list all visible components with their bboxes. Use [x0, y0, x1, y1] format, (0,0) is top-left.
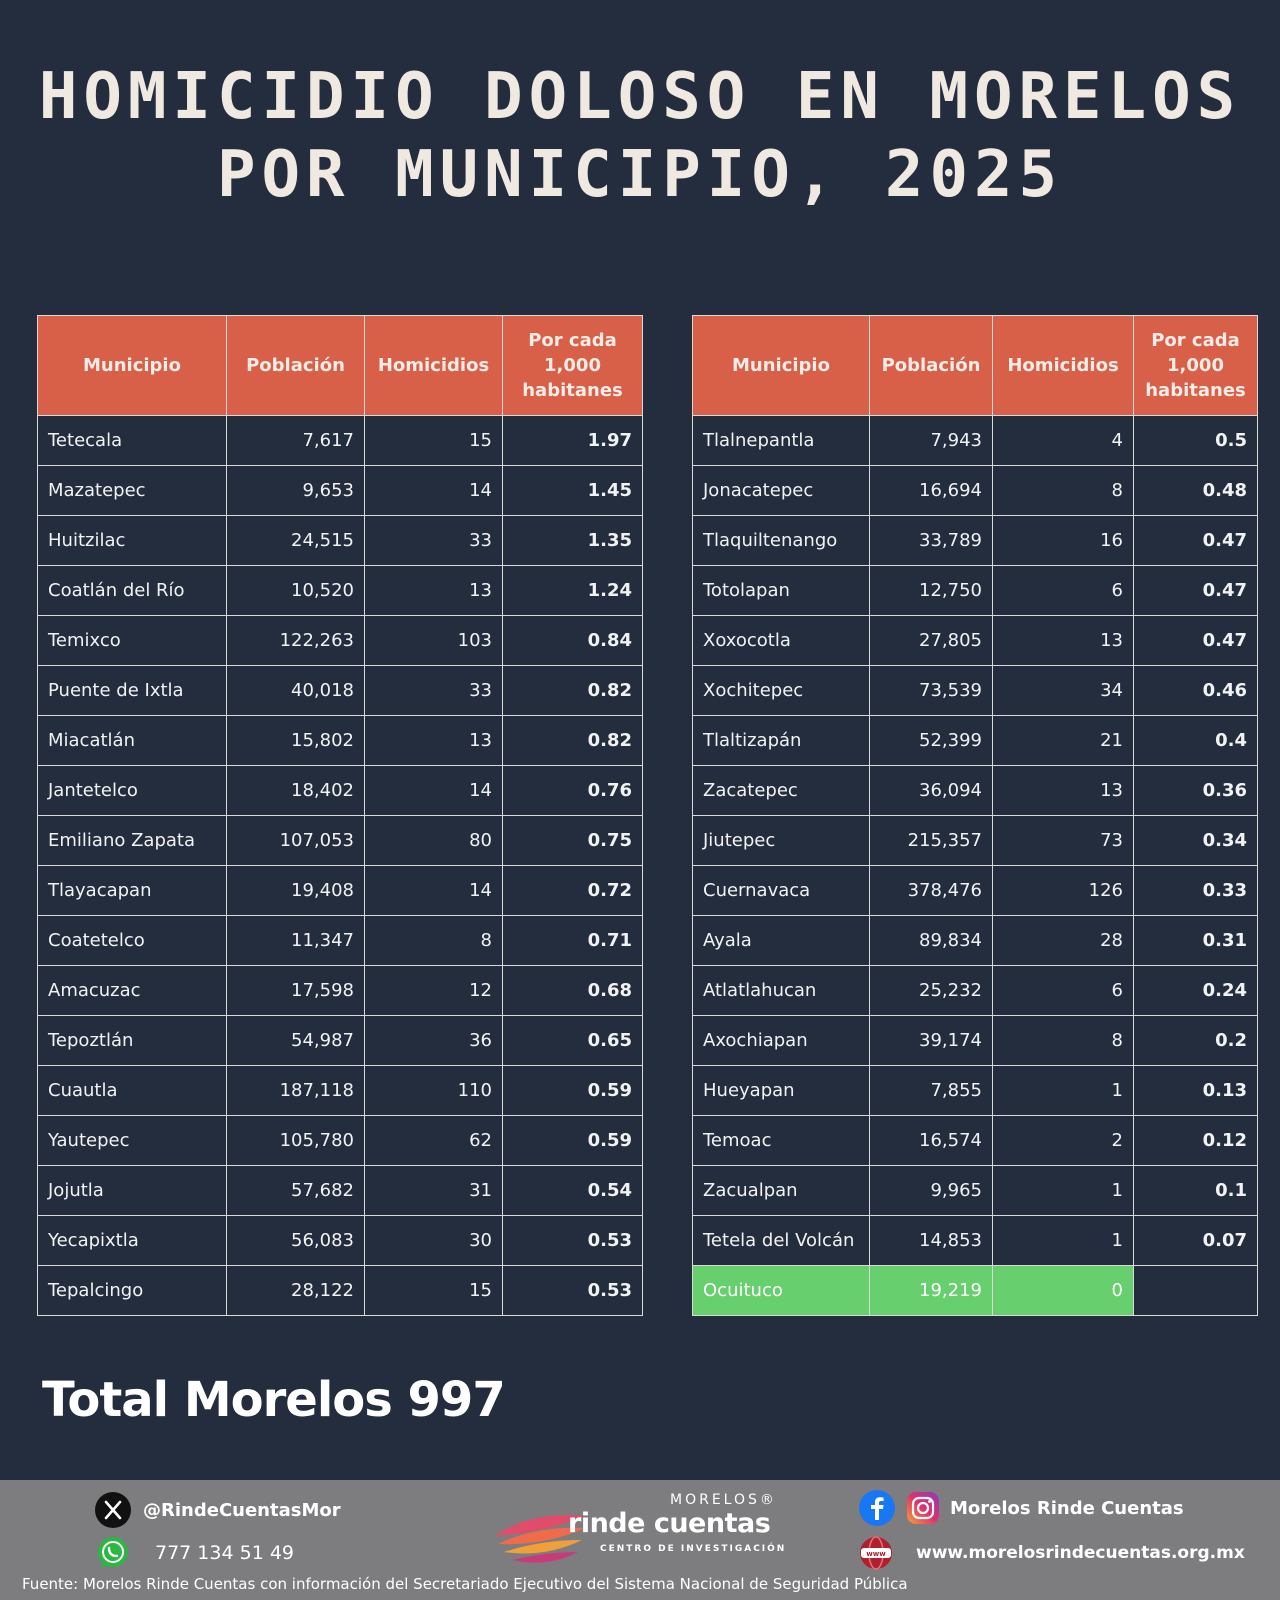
cell-tasa: 0.54: [503, 1166, 643, 1216]
cell-tasa: 0.82: [503, 666, 643, 716]
cell-homicidios: 15: [365, 1266, 503, 1316]
cell-tasa: 0.72: [503, 866, 643, 916]
cell-poblacion: 16,694: [870, 466, 993, 516]
cell-tasa: 0.75: [503, 816, 643, 866]
table-row: [38, 1166, 643, 1216]
cell-municipio: Puente de Ixtla: [38, 666, 227, 716]
table-row: [38, 716, 643, 766]
cell-municipio: Tetecala: [38, 416, 227, 466]
table-row: [693, 1266, 1258, 1316]
table-row: [693, 916, 1258, 966]
cell-homicidios: 12: [365, 966, 503, 1016]
cell-municipio: Zacualpan: [693, 1166, 870, 1216]
table-row: [693, 966, 1258, 1016]
table-row: [38, 1266, 643, 1316]
cell-homicidios: 0: [993, 1266, 1134, 1316]
cell-municipio: Mazatepec: [38, 466, 227, 516]
table-left: [37, 315, 643, 1316]
table-row: [38, 1016, 643, 1066]
cell-poblacion: 10,520: [227, 566, 365, 616]
cell-homicidios: 15: [365, 416, 503, 466]
cell-tasa: 0.46: [1134, 666, 1258, 716]
table-row: [693, 1166, 1258, 1216]
cell-municipio: Xoxocotla: [693, 616, 870, 666]
cell-poblacion: 378,476: [870, 866, 993, 916]
table-row: [38, 1066, 643, 1116]
cell-municipio: Tlayacapan: [38, 866, 227, 916]
cell-poblacion: 54,987: [227, 1016, 365, 1066]
table-row: [38, 966, 643, 1016]
cell-tasa: 0.13: [1134, 1066, 1258, 1116]
cell-homicidios: 14: [365, 466, 503, 516]
cell-tasa: 1.24: [503, 566, 643, 616]
cell-poblacion: 56,083: [227, 1216, 365, 1266]
morelos-rinde-cuentas-logo: [490, 1488, 790, 1568]
cell-homicidios: 31: [365, 1166, 503, 1216]
cell-municipio: Tlalnepantla: [693, 416, 870, 466]
table-right: [692, 315, 1258, 1316]
cell-municipio: Jantetelco: [38, 766, 227, 816]
table-row: [38, 1216, 643, 1266]
cell-poblacion: 73,539: [870, 666, 993, 716]
table-row: [693, 716, 1258, 766]
cell-poblacion: 19,408: [227, 866, 365, 916]
cell-municipio: Totolapan: [693, 566, 870, 616]
header-tasa-line-2: 1,000: [1167, 355, 1224, 376]
cell-municipio: Tlaltizapán: [693, 716, 870, 766]
cell-poblacion: 7,943: [870, 416, 993, 466]
cell-poblacion: 24,515: [227, 516, 365, 566]
cell-municipio: Emiliano Zapata: [38, 816, 227, 866]
cell-poblacion: 9,653: [227, 466, 365, 516]
header-poblacion: Población: [227, 316, 365, 416]
cell-homicidios: 73: [993, 816, 1134, 866]
cell-homicidios: 8: [993, 1016, 1134, 1066]
header-tasa-line-3: habitanes: [1145, 380, 1246, 401]
cell-municipio: Coatlán del Río: [38, 566, 227, 616]
header-tasa-line-2: 1,000: [544, 355, 601, 376]
cell-municipio: Tetela del Volcán: [693, 1216, 870, 1266]
cell-homicidios: 8: [365, 916, 503, 966]
cell-homicidios: 13: [993, 766, 1134, 816]
table-row: [693, 516, 1258, 566]
table-row: [38, 466, 643, 516]
social-facebook-instagram[interactable]: [858, 1489, 1184, 1527]
cell-homicidios: 36: [365, 1016, 503, 1066]
cell-tasa: 0.24: [1134, 966, 1258, 1016]
web-icon-label: www: [866, 1550, 886, 1558]
cell-municipio: Tepoztlán: [38, 1016, 227, 1066]
twitter-handle[interactable]: [95, 1492, 341, 1528]
cell-poblacion: 7,855: [870, 1066, 993, 1116]
cell-poblacion: 27,805: [870, 616, 993, 666]
table-row: [693, 566, 1258, 616]
cell-tasa: 0.47: [1134, 566, 1258, 616]
cell-municipio: Tepalcingo: [38, 1266, 227, 1316]
whatsapp-number[interactable]: [95, 1535, 294, 1571]
cell-municipio: Temixco: [38, 616, 227, 666]
table-row: [693, 766, 1258, 816]
cell-tasa: 0.12: [1134, 1116, 1258, 1166]
social-name-text: Morelos Rinde Cuentas: [950, 1497, 1184, 1519]
cell-tasa: 0.71: [503, 916, 643, 966]
cell-homicidios: 62: [365, 1116, 503, 1166]
cell-homicidios: 80: [365, 816, 503, 866]
table-row: [693, 416, 1258, 466]
cell-tasa: 0.47: [1134, 616, 1258, 666]
cell-poblacion: 36,094: [870, 766, 993, 816]
cell-municipio: Tlaquiltenango: [693, 516, 870, 566]
header-poblacion: Población: [870, 316, 993, 416]
cell-municipio: Atlatlahucan: [693, 966, 870, 1016]
cell-poblacion: 12,750: [870, 566, 993, 616]
cell-homicidios: 13: [365, 716, 503, 766]
title-line-1: HOMICIDIO DOLOSO EN MORELOS: [38, 60, 1242, 134]
cell-poblacion: 28,122: [227, 1266, 365, 1316]
web-icon: [858, 1535, 894, 1571]
cell-homicidios: 6: [993, 566, 1134, 616]
cell-homicidios: 8: [993, 466, 1134, 516]
header-tasa-line-1: Por cada: [528, 330, 617, 351]
header-homicidios: Homicidios: [365, 316, 503, 416]
cell-homicidios: 13: [365, 566, 503, 616]
cell-poblacion: 52,399: [870, 716, 993, 766]
cell-poblacion: 16,574: [870, 1116, 993, 1166]
cell-poblacion: 7,617: [227, 416, 365, 466]
cell-tasa: [1134, 1266, 1258, 1316]
table-row: [693, 1016, 1258, 1066]
website-link[interactable]: [858, 1535, 1245, 1571]
facebook-icon: [858, 1489, 896, 1527]
logo-top-text: MORELOS®: [670, 1492, 777, 1508]
cell-tasa: 0.1: [1134, 1166, 1258, 1216]
cell-poblacion: 40,018: [227, 666, 365, 716]
logo-sub-text: CENTRO DE INVESTIGACIÓN: [600, 1544, 787, 1554]
whatsapp-number-text: 777 134 51 49: [155, 1542, 295, 1564]
header-tasa: [503, 316, 643, 416]
cell-tasa: 0.82: [503, 716, 643, 766]
table-row: [38, 916, 643, 966]
cell-municipio: Amacuzac: [38, 966, 227, 1016]
cell-tasa: 0.53: [503, 1266, 643, 1316]
cell-poblacion: 17,598: [227, 966, 365, 1016]
table-row: [38, 766, 643, 816]
cell-homicidios: 33: [365, 666, 503, 716]
cell-municipio: Yautepec: [38, 1116, 227, 1166]
cell-tasa: 0.5: [1134, 416, 1258, 466]
instagram-icon: [904, 1489, 942, 1527]
title-line-2: POR MUNICIPIO, 2025: [216, 138, 1064, 212]
cell-municipio: Yecapixtla: [38, 1216, 227, 1266]
cell-tasa: 0.36: [1134, 766, 1258, 816]
cell-poblacion: 107,053: [227, 816, 365, 866]
cell-municipio: Jiutepec: [693, 816, 870, 866]
cell-homicidios: 13: [993, 616, 1134, 666]
cell-poblacion: 105,780: [227, 1116, 365, 1166]
cell-tasa: 0.68: [503, 966, 643, 1016]
cell-municipio: Huitzilac: [38, 516, 227, 566]
table-row: [38, 566, 643, 616]
table-row: [693, 466, 1258, 516]
header-municipio: Municipio: [693, 316, 870, 416]
cell-homicidios: 103: [365, 616, 503, 666]
cell-tasa: 0.2: [1134, 1016, 1258, 1066]
cell-municipio: Axochiapan: [693, 1016, 870, 1066]
cell-tasa: 0.33: [1134, 866, 1258, 916]
cell-tasa: 1.97: [503, 416, 643, 466]
cell-homicidios: 33: [365, 516, 503, 566]
table-row: [693, 866, 1258, 916]
cell-poblacion: 187,118: [227, 1066, 365, 1116]
cell-homicidios: 16: [993, 516, 1134, 566]
table-row: [693, 616, 1258, 666]
cell-municipio: Cuautla: [38, 1066, 227, 1116]
cell-poblacion: 19,219: [870, 1266, 993, 1316]
cell-tasa: 1.45: [503, 466, 643, 516]
cell-tasa: 0.53: [503, 1216, 643, 1266]
cell-tasa: 0.76: [503, 766, 643, 816]
table-row: [693, 666, 1258, 716]
cell-tasa: 0.31: [1134, 916, 1258, 966]
cell-tasa: 0.65: [503, 1016, 643, 1066]
cell-municipio: Coatetelco: [38, 916, 227, 966]
table-row: [693, 1116, 1258, 1166]
page-title: [0, 58, 1280, 214]
cell-homicidios: 1: [993, 1216, 1134, 1266]
cell-tasa: 0.84: [503, 616, 643, 666]
header-tasa-line-3: habitanes: [522, 380, 623, 401]
cell-tasa: 0.59: [503, 1066, 643, 1116]
cell-municipio: Temoac: [693, 1116, 870, 1166]
cell-homicidios: 1: [993, 1066, 1134, 1116]
cell-poblacion: 14,853: [870, 1216, 993, 1266]
cell-homicidios: 14: [365, 766, 503, 816]
cell-municipio: Ocuituco: [693, 1266, 870, 1316]
cell-tasa: 0.59: [503, 1116, 643, 1166]
header-municipio: Municipio: [38, 316, 227, 416]
table-header-row: [38, 316, 643, 416]
cell-homicidios: 6: [993, 966, 1134, 1016]
table-row: [38, 416, 643, 466]
cell-poblacion: 33,789: [870, 516, 993, 566]
cell-tasa: 1.35: [503, 516, 643, 566]
table-row: [693, 1066, 1258, 1116]
table-row: [38, 1116, 643, 1166]
x-icon: [95, 1492, 131, 1528]
table-row: [38, 516, 643, 566]
cell-homicidios: 14: [365, 866, 503, 916]
cell-municipio: Miacatlán: [38, 716, 227, 766]
table-row: [693, 816, 1258, 866]
cell-poblacion: 18,402: [227, 766, 365, 816]
website-text: www.morelosrindecuentas.org.mx: [916, 1543, 1245, 1563]
logo-main-text: rinde cuentas: [568, 1508, 771, 1539]
cell-homicidios: 1: [993, 1166, 1134, 1216]
header-homicidios: Homicidios: [993, 316, 1134, 416]
cell-tasa: 0.4: [1134, 716, 1258, 766]
cell-homicidios: 4: [993, 416, 1134, 466]
cell-tasa: 0.07: [1134, 1216, 1258, 1266]
cell-tasa: 0.47: [1134, 516, 1258, 566]
cell-poblacion: 122,263: [227, 616, 365, 666]
cell-poblacion: 57,682: [227, 1166, 365, 1216]
cell-homicidios: 34: [993, 666, 1134, 716]
cell-homicidios: 110: [365, 1066, 503, 1116]
cell-poblacion: 25,232: [870, 966, 993, 1016]
total-morelos: Total Morelos 997: [42, 1372, 505, 1428]
header-tasa: [1134, 316, 1258, 416]
cell-poblacion: 89,834: [870, 916, 993, 966]
table-row: [38, 816, 643, 866]
cell-poblacion: 11,347: [227, 916, 365, 966]
cell-poblacion: 9,965: [870, 1166, 993, 1216]
header-tasa-line-1: Por cada: [1151, 330, 1240, 351]
whatsapp-icon: [95, 1535, 131, 1571]
cell-poblacion: 215,357: [870, 816, 993, 866]
cell-homicidios: 30: [365, 1216, 503, 1266]
cell-municipio: Zacatepec: [693, 766, 870, 816]
cell-poblacion: 39,174: [870, 1016, 993, 1066]
cell-homicidios: 126: [993, 866, 1134, 916]
table-row: [38, 616, 643, 666]
table-row: [38, 666, 643, 716]
cell-tasa: 0.34: [1134, 816, 1258, 866]
cell-municipio: Cuernavaca: [693, 866, 870, 916]
cell-municipio: Hueyapan: [693, 1066, 870, 1116]
table-row: [38, 866, 643, 916]
cell-homicidios: 28: [993, 916, 1134, 966]
cell-municipio: Ayala: [693, 916, 870, 966]
cell-homicidios: 2: [993, 1116, 1134, 1166]
cell-municipio: Xochitepec: [693, 666, 870, 716]
table-row: [693, 1216, 1258, 1266]
table-header-row: [693, 316, 1258, 416]
cell-municipio: Jonacatepec: [693, 466, 870, 516]
source-note: Fuente: Morelos Rinde Cuentas con información del Secretariado Ejecutivo del Sistema Nacional de Seguridad Pública: [22, 1575, 908, 1593]
cell-homicidios: 21: [993, 716, 1134, 766]
cell-poblacion: 15,802: [227, 716, 365, 766]
cell-tasa: 0.48: [1134, 466, 1258, 516]
cell-municipio: Jojutla: [38, 1166, 227, 1216]
twitter-handle-text: @RindeCuentasMor: [143, 1499, 341, 1521]
